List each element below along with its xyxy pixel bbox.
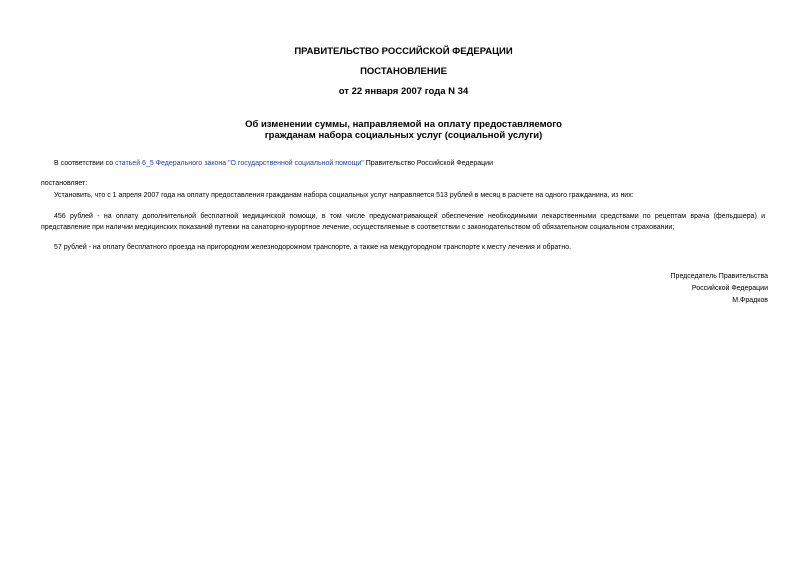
body-paragraph-2: 456 рублей - на оплату дополнительной бесплатной медицинской помощи, в том числе предусматривающей обеспечение необходимыми лекарственными средствами по рецептам врача (фельдшера) и представление при наличии медицинских показаний путевки на санаторно-курортное лечение, осуществляемые в соответствии с законодательством об обязательном социальном страховании; [41, 213, 765, 231]
preamble-paragraph [41, 159, 765, 170]
subject-line-2: гражданам набора социальных услуг (социальной услуги) [264, 130, 543, 141]
signatory-name: М.Фрадков [732, 297, 768, 304]
document-subject [0, 119, 807, 141]
subject-line-1: Об изменении суммы, направляемой на оплату предоставляемого [245, 119, 562, 130]
preamble-suffix: Правительство Российской Федерации [363, 160, 493, 167]
signature-title-line-1: Председатель Правительства [670, 273, 768, 280]
date-number-heading: от 22 января 2007 года N 34 [338, 86, 469, 97]
document-type-heading: ПОСТАНОВЛЕНИЕ [360, 66, 447, 77]
issuer-heading: ПРАВИТЕЛЬСТВО РОССИЙСКОЙ ФЕДЕРАЦИИ [294, 46, 513, 57]
law-article-link[interactable]: статьей 6_5 Федерального закона "О государственной социальной помощи" [115, 160, 364, 167]
body-paragraph-1: Установить, что с 1 апреля 2007 года на оплату предоставления гражданам набора социальных услуг направляется 513 рублей в месяц в расчете на одного гражданина, из них: [54, 192, 634, 199]
preamble-prefix: В соответствии со [54, 160, 116, 167]
resolves-text: постановляет: [41, 180, 88, 187]
body-paragraph-3: 57 рублей - на оплату бесплатного проезда на пригородном железнодорожном транспорте, а также на междугородном транспорте к месту лечения и обратно. [54, 244, 572, 251]
signature-title-line-2: Российской Федерации [691, 285, 768, 292]
